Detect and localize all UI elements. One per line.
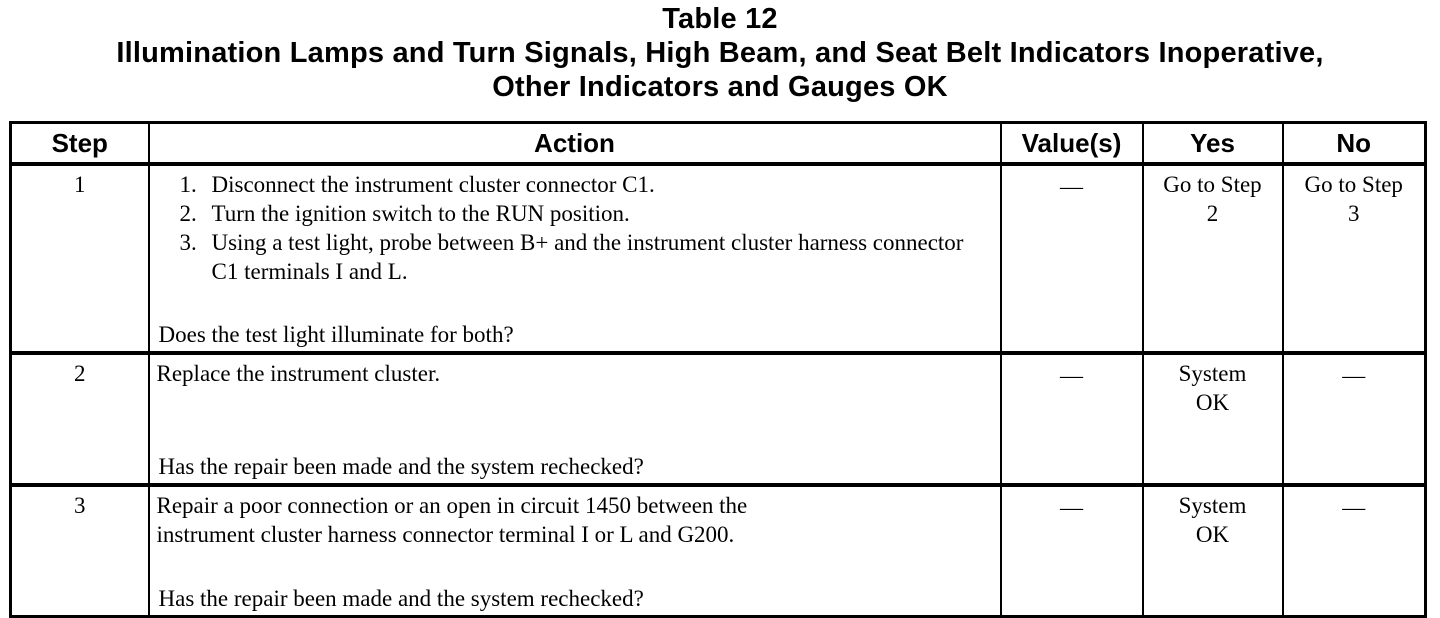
step-number: 3 (11, 485, 149, 617)
no-outcome-dash: — (1342, 495, 1366, 520)
header-step: Step (11, 123, 149, 165)
no-cell (1283, 485, 1426, 617)
yes-cell (1143, 164, 1283, 353)
table-title-block (0, 2, 1440, 104)
yes-outcome-line-2: OK (1195, 390, 1230, 415)
step-number: 2 (11, 353, 149, 485)
substep-number: 2. (179, 201, 197, 226)
no-outcome-line-2: 3 (1348, 201, 1360, 226)
no-outcome-line-1: Go to Step (1304, 172, 1403, 197)
substep-text: Turn the ignition switch to the RUN position. (211, 201, 630, 226)
substep-item (180, 170, 992, 199)
substep-text: Disconnect the instrument cluster connector C1. (211, 172, 655, 197)
value-cell (1001, 164, 1143, 353)
yes-cell (1143, 353, 1283, 485)
action-cell (149, 353, 1001, 485)
header-yes: Yes (1143, 123, 1283, 165)
action-text (157, 491, 992, 549)
substep-text: Using a test light, probe between B+ and the instrument cluster harness connector C1 terminals I and L. (211, 230, 964, 284)
yes-outcome-line-1: System (1178, 493, 1247, 518)
action-question: Has the repair been made and the system rechecked? (158, 586, 644, 611)
action-question: Does the test light illuminate for both? (158, 322, 514, 347)
no-cell (1283, 164, 1426, 353)
yes-outcome-line-1: Go to Step (1163, 172, 1262, 197)
substep-number: 1. (179, 172, 197, 197)
yes-outcome-line-2: OK (1195, 522, 1230, 547)
yes-outcome-line-1: System (1178, 361, 1247, 386)
action-text-line-1: Repair a poor connection or an open in circuit 1450 between the (156, 493, 748, 518)
header-no: No (1283, 123, 1426, 165)
yes-cell (1143, 485, 1283, 617)
value-dash: — (1060, 495, 1083, 520)
table-header-row (11, 123, 1426, 165)
header-values: Value(s) (1001, 123, 1143, 165)
header-action: Action (149, 123, 1001, 165)
value-cell (1001, 485, 1143, 617)
value-dash: — (1060, 363, 1083, 388)
substep-list (180, 166, 992, 286)
action-cell (149, 164, 1001, 353)
yes-outcome-line-2: 2 (1206, 201, 1219, 226)
value-dash: — (1060, 174, 1083, 199)
value-cell (1001, 353, 1143, 485)
no-outcome-dash: — (1342, 363, 1366, 388)
step-number: 1 (11, 164, 149, 353)
action-text-line-2: instrument cluster harness connector terminal I or L and G200. (156, 522, 735, 547)
table-title-line-2: Other Indicators and Gauges OK (492, 71, 948, 103)
action-question: Has the repair been made and the system rechecked? (158, 454, 644, 479)
table-row (11, 485, 1426, 617)
diagnostic-table (9, 121, 1427, 618)
substep-item (180, 199, 992, 228)
no-cell (1283, 353, 1426, 485)
action-cell (149, 485, 1001, 617)
substep-number: 3. (179, 230, 197, 255)
substep-item (180, 228, 972, 286)
table-row (11, 353, 1426, 485)
table-row (11, 164, 1426, 353)
table-title-line-1: Illumination Lamps and Turn Signals, High Beam, and Seat Belt Indicators Inoperative, (116, 37, 1324, 69)
table-number: Table 12 (662, 3, 778, 35)
action-text: Replace the instrument cluster. (156, 361, 441, 386)
